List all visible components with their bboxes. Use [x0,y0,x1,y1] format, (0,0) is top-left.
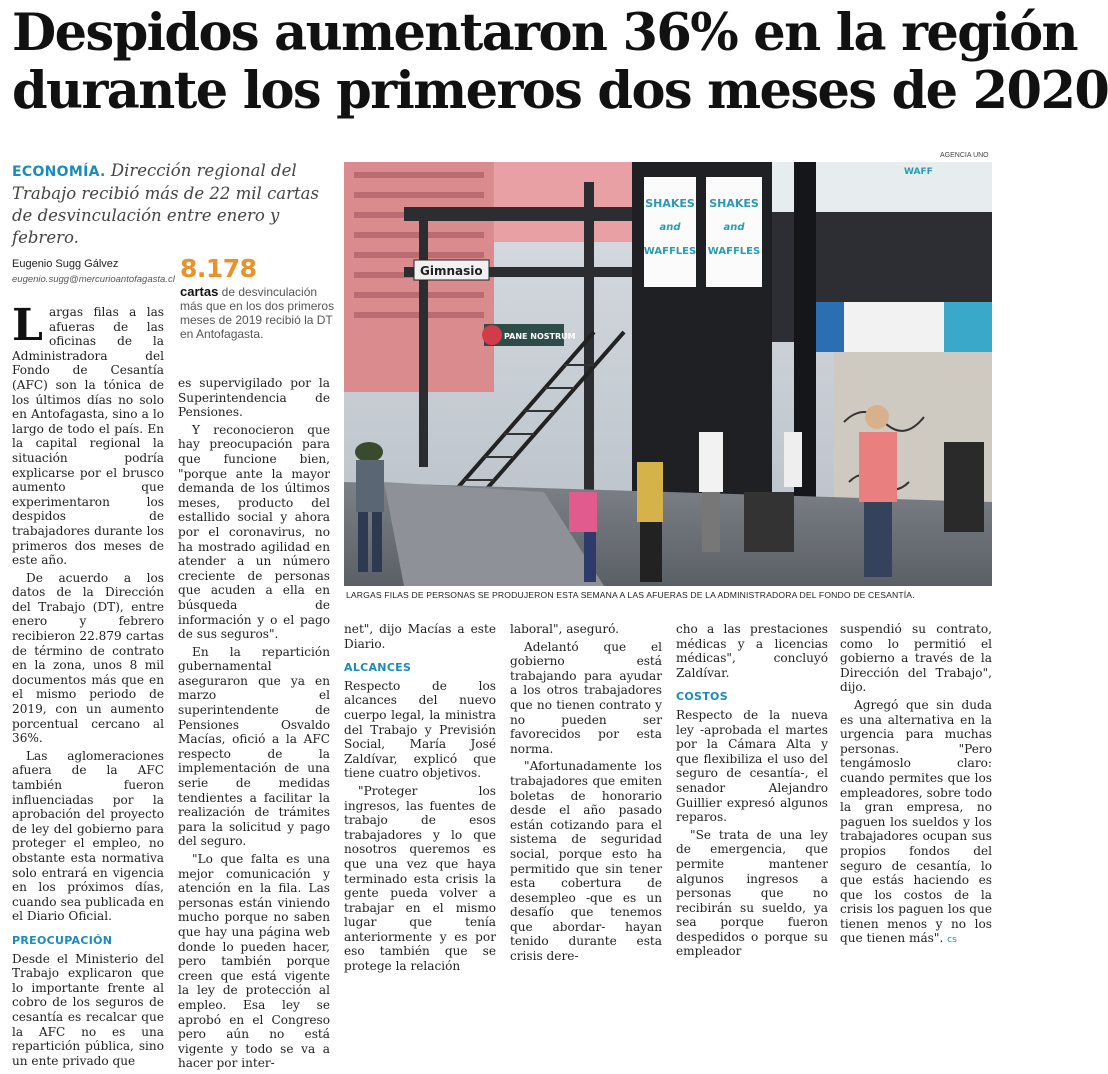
paragraph: Respecto de la nueva ley -aprobada el martes por la Cámara Alta y que flexibiliza el uso del seguro de cesantía-, el senador Alejandro Guillier expresó algunos reparos. [676,707,828,825]
byline [12,258,175,285]
headline-line-1: Despidos aumentaron 36% en la región [12,3,1077,63]
news-photo [344,162,992,586]
headline [12,3,1108,121]
stat-number: 8.178 [180,254,257,283]
sign-shakes-2: SHAKES [709,197,759,210]
paragraph: es supervigilado por la Superintendencia de Pensiones. [178,376,330,420]
photo-illustration [344,162,992,586]
paragraph: "Lo que falta es una mejor comunicación y atención en la fila. Las personas están viniendo mucho porque no saben que hay una página web donde lo pueden hacer, pero también porque creen que está vigente la ley de protección al empleo. Esa ley se aprobó en el Congreso pero aún no está vigente y todo se va a hacer por inter- [178,852,330,1071]
stat-bold: cartas [180,284,219,299]
paragraph: "Proteger los ingresos, las fuentes de trabajo de esos trabajadores y lo que nosotros queremos es que una vez que haya terminado esta crisis la gente pueda volver a trabajar en el mismo lugar que tenía anteriormente y es por eso también que se protege la relación [344,783,496,974]
body-column-2 [178,376,330,1074]
paragraph: De acuerdo a los datos de la Dirección del Trabajo (DT), entre enero y febrero recibieron 22.879 cartas de término de contrato en la zona, unos 8 mil documentos más que en el mismo periodo de 2019, con un aumento porcentual cercano al 36%. [12,570,164,746]
drop-cap: L [12,300,43,351]
sign-pane-nostrum: PANE NOSTRUM [504,332,576,341]
stat-box [180,254,340,341]
paragraph [12,300,164,568]
body-column-1 [12,300,164,1071]
paragraph: suspendió su contrato, como lo permitió el gobierno a través de la Dirección del Trabajo", dijo. [840,622,992,695]
end-mark: cs [947,935,957,946]
author-name: Eugenio Sugg Gálvez [12,258,119,270]
paragraph: Y reconocieron que hay preocupación para que funcione bien, "porque ante la mayor demanda de los últimos meses, producto del estallido social y ahora por el coronavirus, no ha mostrado agilidad en atender a un número creciente de personas que acuden a ella en búsqueda de información y o el pago de sus seguros". [178,422,330,642]
paragraph-text: Agregó que sin duda es una alternativa en la urgencia para muchas personas. "Pero tengámoslo claro: cuando permites que los empleadores, sobre todo la gran empresa, no paguen los sueldos y los trabajadores ocupan sus propios fondos del seguro de cesantía, lo que estás haciendo es que los costos de la crisis los paguen los que tienen menos y no los que tienen más". [840,697,992,946]
paragraph: Adelantó que el gobierno está trabajando para ayudar a los otros trabajadores que no tienen contrato y no pueden ser favorecidos por esta norma. [510,639,662,756]
sign-and-2: and [723,222,745,233]
author-email: eugenio.sugg@mercurioantofagasta.cl [12,274,175,285]
sign-gimnasio: Gimnasio [420,264,483,278]
headline-line-2: durante los primeros dos meses de 2020 [12,61,1108,121]
body-column-3 [344,622,496,977]
deck-kicker: ECONOMÍA. [12,164,106,180]
subheading-costos: COSTOS [676,690,728,704]
paragraph: "Se trata de una ley de emergencia, que permite mantener algunos ingresos a personas que no recibirán su sueldo, ya sea porque fueron despedidos o porque su empleador [676,827,828,959]
sign-waffles-1: WAFFLES [643,246,697,257]
paragraph: Respecto de los alcances del nuevo cuerpo legal, la ministra del Trabajo y Previsión Social, María José Zaldívar, explicó que tiene cuatro objetivos. [344,678,496,781]
deck [12,160,337,249]
paragraph: Desde el Ministerio del Trabajo explicaron que lo importante frente al cobro de los seguros de cesantía es recalcar que la AFC no es una repartición pública, sino un ente privado que [12,951,164,1068]
paragraph-text: argas filas a las afueras de las oficinas de la Administradora del Fondo de Cesantía (AFC) son la tónica de los últimos días no solo en Antofagasta, sino a lo largo de todo el país. En la capital regional la situación podría explicarse por el brusco aumento que experimentaron los despidos de trabajadores durante los primeros dos meses de este año. [12,305,164,568]
sign-shakes-1: SHAKES [645,197,695,210]
body-column-5 [676,622,828,962]
paragraph [840,698,992,948]
body-column-6 [840,622,992,951]
body-column-4 [510,622,662,967]
paragraph: cho a las prestaciones médicas y a licencias médicas", concluyó Zaldívar. [676,622,828,680]
paragraph: En la repartición gubernamental aseguraron que ya en marzo el superintendente de Pensiones Osvaldo Macías, ofició a la AFC respecto de la implementación de una serie de medidas tendientes a facilitar la realización de trámites para la solicitud y pago del seguro. [178,644,330,849]
paragraph: laboral", aseguró. [510,622,620,636]
stat-description: de desvinculación más que en los dos primeros meses de 2019 recibió la DT en Antofagasta. [180,285,335,341]
subheading-alcances: ALCANCES [344,661,412,675]
photo-credit: AGENCIA UNO [940,152,989,159]
deck-text: Dirección regional del Trabajo recibió más de 22 mil cartas de desvinculación entre enero y febrero. [12,161,319,247]
paragraph: net", dijo Macías a este Diario. [344,622,496,651]
stat-text [180,285,340,341]
paragraph: "Afortunadamente los trabajadores que emiten boletas de honorario desde el año pasado están cotizando para el sistema de seguridad social, porque esto ha permitido que sin tener esta cobertura de desempleo -que es un desafío que tenemos que abordar- hayan tenido durante esta crisis dere- [510,759,662,964]
paragraph: Las aglomeraciones afuera de la AFC también fueron influenciadas por la aprobación del proyecto de ley del gobierno para proteger el empleo, no obstante esta normativa solo entrará en vigencia en los próximos días, cuando sea publicada en el Diario Oficial. [12,748,164,924]
photo-caption: LARGAS FILAS DE PERSONAS SE PRODUJERON ESTA SEMANA A LAS AFUERAS DE LA ADMINISTRADORA DEL FONDO DE CESANTÍA. [346,590,915,600]
sign-waffles-2: WAFFLES [707,246,761,257]
sign-and-1: and [659,222,681,233]
subheading-preocupacion: PREOCUPACIÓN [12,933,113,947]
sign-waffles-small: WAFF [904,167,933,177]
